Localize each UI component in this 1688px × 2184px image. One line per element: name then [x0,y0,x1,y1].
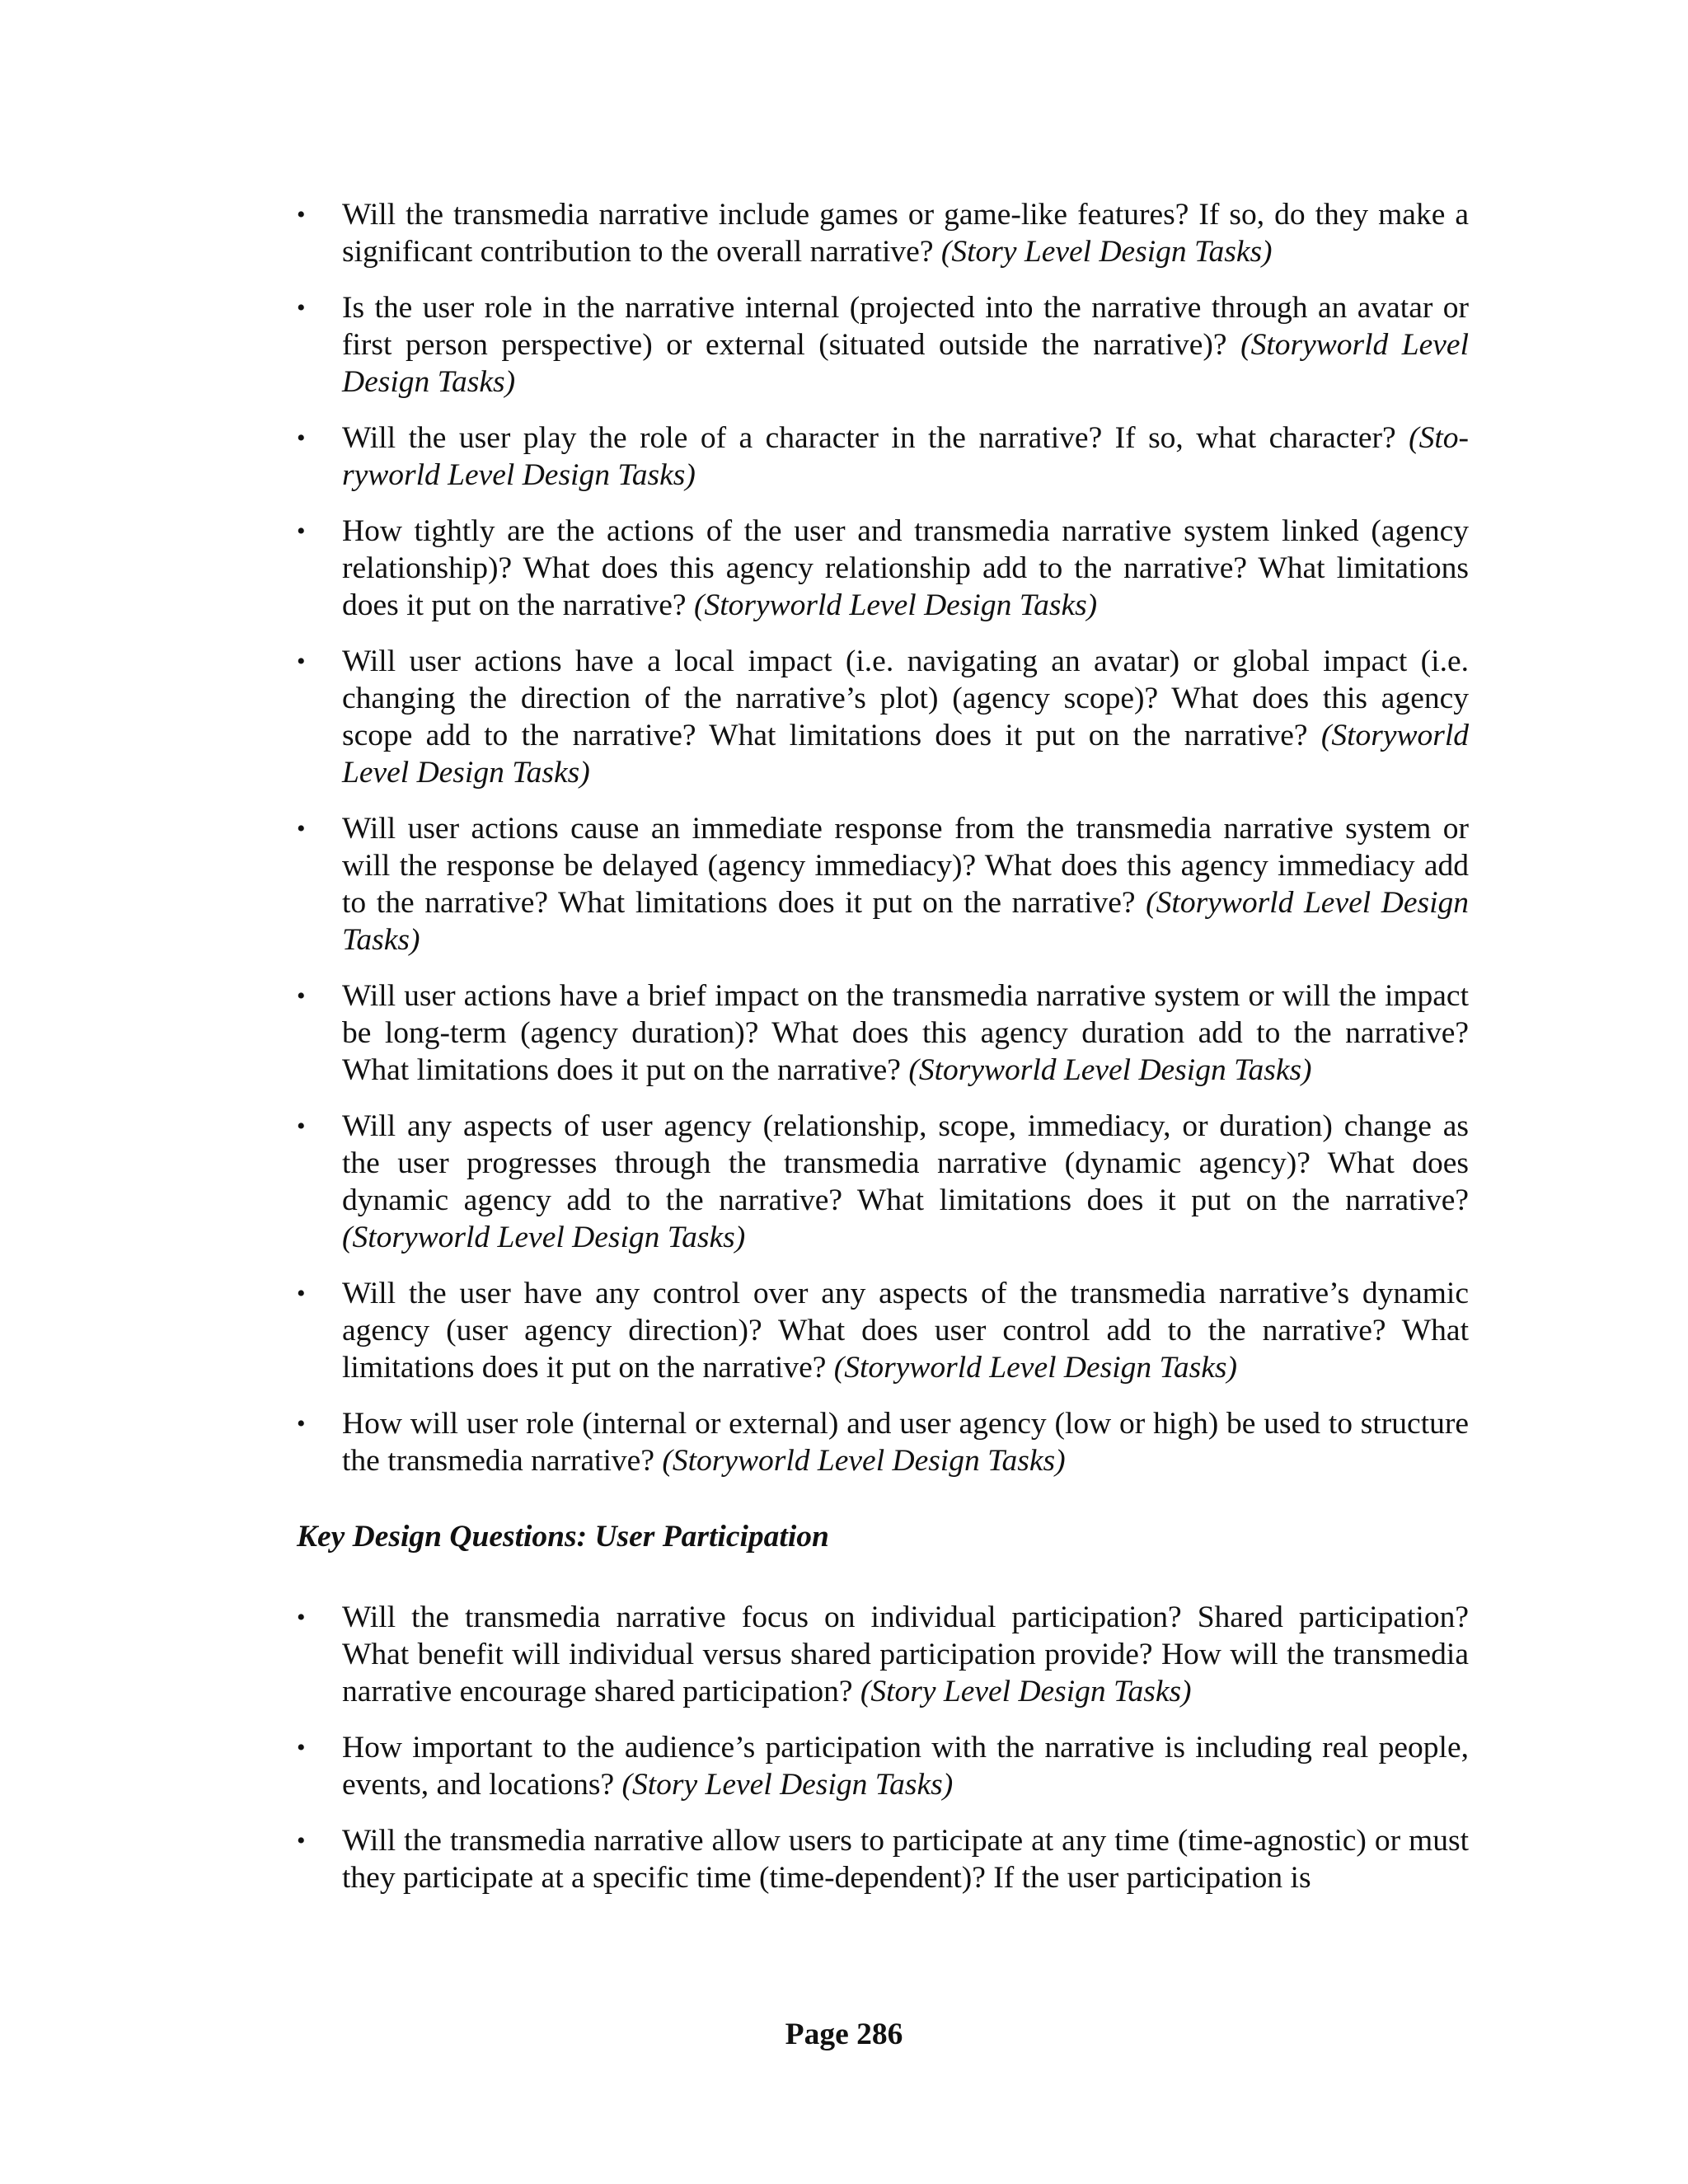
list-item [297,196,1469,270]
list-item [297,419,1469,494]
question-text: Will the transmedia narrative allow users to participate at any time (time-agnostic) or must they participate at a specific time (time-dependent)? If the user participation is [342,1824,1469,1895]
bullet-icon: • [297,1827,306,1854]
bullet-icon: • [297,424,306,452]
bullet-icon: • [297,982,306,1010]
question-text: Will the transmedia narrative include games or game-like features? If so, do they make a significant contribution to the overall narrative? [342,198,1469,269]
list-item [297,810,1469,958]
question-text: How important to the audience’s participation with the narrative is including real people, events, and locations? [342,1731,1469,1802]
question-text: Is the user role in the narrative internal (projected into the narrative through an avatar or first person perspective) or external (situated outside the narrative)? [342,291,1469,362]
bullet-icon: • [297,815,306,842]
section-heading: Key Design Questions: User Participation [297,1520,829,1554]
design-questions-list [297,196,1469,1479]
bullet-icon: • [297,1280,306,1307]
question-text: Will user actions have a local impact (i.e. navigating an avatar) or global impact (i.e. changing the direction of the narrative’s plot) (agency scope)? What does this agency scope add to the narrative? What limitations does it put on the narrative? [342,644,1469,752]
design-task-tag: (Story Level Design Tasks) [940,235,1273,269]
bullet-icon: • [297,1604,306,1631]
bullet-icon: • [297,201,306,228]
bullet-icon: • [297,648,306,675]
question-text: Will the user play the role of a character in the narrative? If so, what character? [342,421,1396,455]
list-item [297,1822,1469,1896]
design-task-tag: (Storyworld Level Design Tasks) [833,1351,1237,1385]
list-item [297,289,1469,401]
design-task-tag: (Story Level Design Tasks) [860,1675,1192,1708]
design-task-tag: (Storyworld Level Design Tasks) [342,421,1469,492]
question-text: How will user role (internal or external) and user agency (low or high) be used to structure the transmedia narrative? [342,1407,1469,1478]
bullet-icon: • [297,1113,306,1140]
question-text: Will any aspects of user agency (relationship, scope, immediacy, or duration) change as the user progresses through the transmedia narrative (dynamic agency)? What does dynamic agency add to the narrative? What limitations does it put on the narrative? [342,1109,1469,1217]
bullet-icon: • [297,1734,306,1761]
list-item [297,977,1469,1089]
design-task-tag: (Storyworld Level Design Tasks) [342,1221,746,1254]
list-item [297,1599,1469,1710]
question-text: Will user actions cause an immediate response from the transmedia narrative system or will the response be delayed (agency immediacy)? What does this agency immediacy add to the narrative? What limitations does it put on the narrative? [342,812,1469,920]
question-text: Will the user have any control over any aspects of the transmedia narrative’s dynamic agency (user agency direction)? What does user control add to the narrative? What limitations does it put on the narrative? [342,1277,1469,1385]
list-item [297,1729,1469,1803]
bullet-icon: • [297,1410,306,1437]
list-item [297,643,1469,791]
design-task-tag: (Storyworld Level Design Tasks) [662,1444,1066,1478]
question-text: Will user actions have a brief impact on the transmedia narrative system or will the impact be long-term (agency duration)? What does this agency duration add to the narrative? What limitations does it put on the narrative? [342,979,1469,1087]
design-task-tag: (Storyworld Level Design Tasks) [342,328,1469,399]
design-task-tag: (Storyworld Level Design Tasks) [693,588,1098,622]
design-task-tag: (Storyworld Level Design Tasks) [342,719,1470,790]
page-number: Page 286 [785,2018,903,2051]
bullet-icon: • [297,518,306,545]
question-text: Will the transmedia narrative focus on individual participation? Shared participation? What benefit will individual versus shared participation provide? How will the transmedia narrative encourage shared participation? [342,1601,1469,1708]
list-item [297,1275,1469,1386]
list-item [297,1108,1469,1256]
user-participation-list [297,1599,1469,1896]
question-text: How tightly are the actions of the user and transmedia narrative system linked (agency relationship)? What does this agency relationship add to the narrative? What limitations does it put on the narrative? [342,514,1469,622]
bullet-icon: • [297,294,306,321]
page-content [297,196,1469,1915]
list-item [297,513,1469,624]
design-task-tag: (Storyworld Level Design Tasks) [908,1053,1312,1087]
list-item [297,1405,1469,1479]
design-task-tag: (Story Level Design Tasks) [621,1768,954,1802]
design-task-tag: (Storyworld Level Design Tasks) [342,886,1469,957]
